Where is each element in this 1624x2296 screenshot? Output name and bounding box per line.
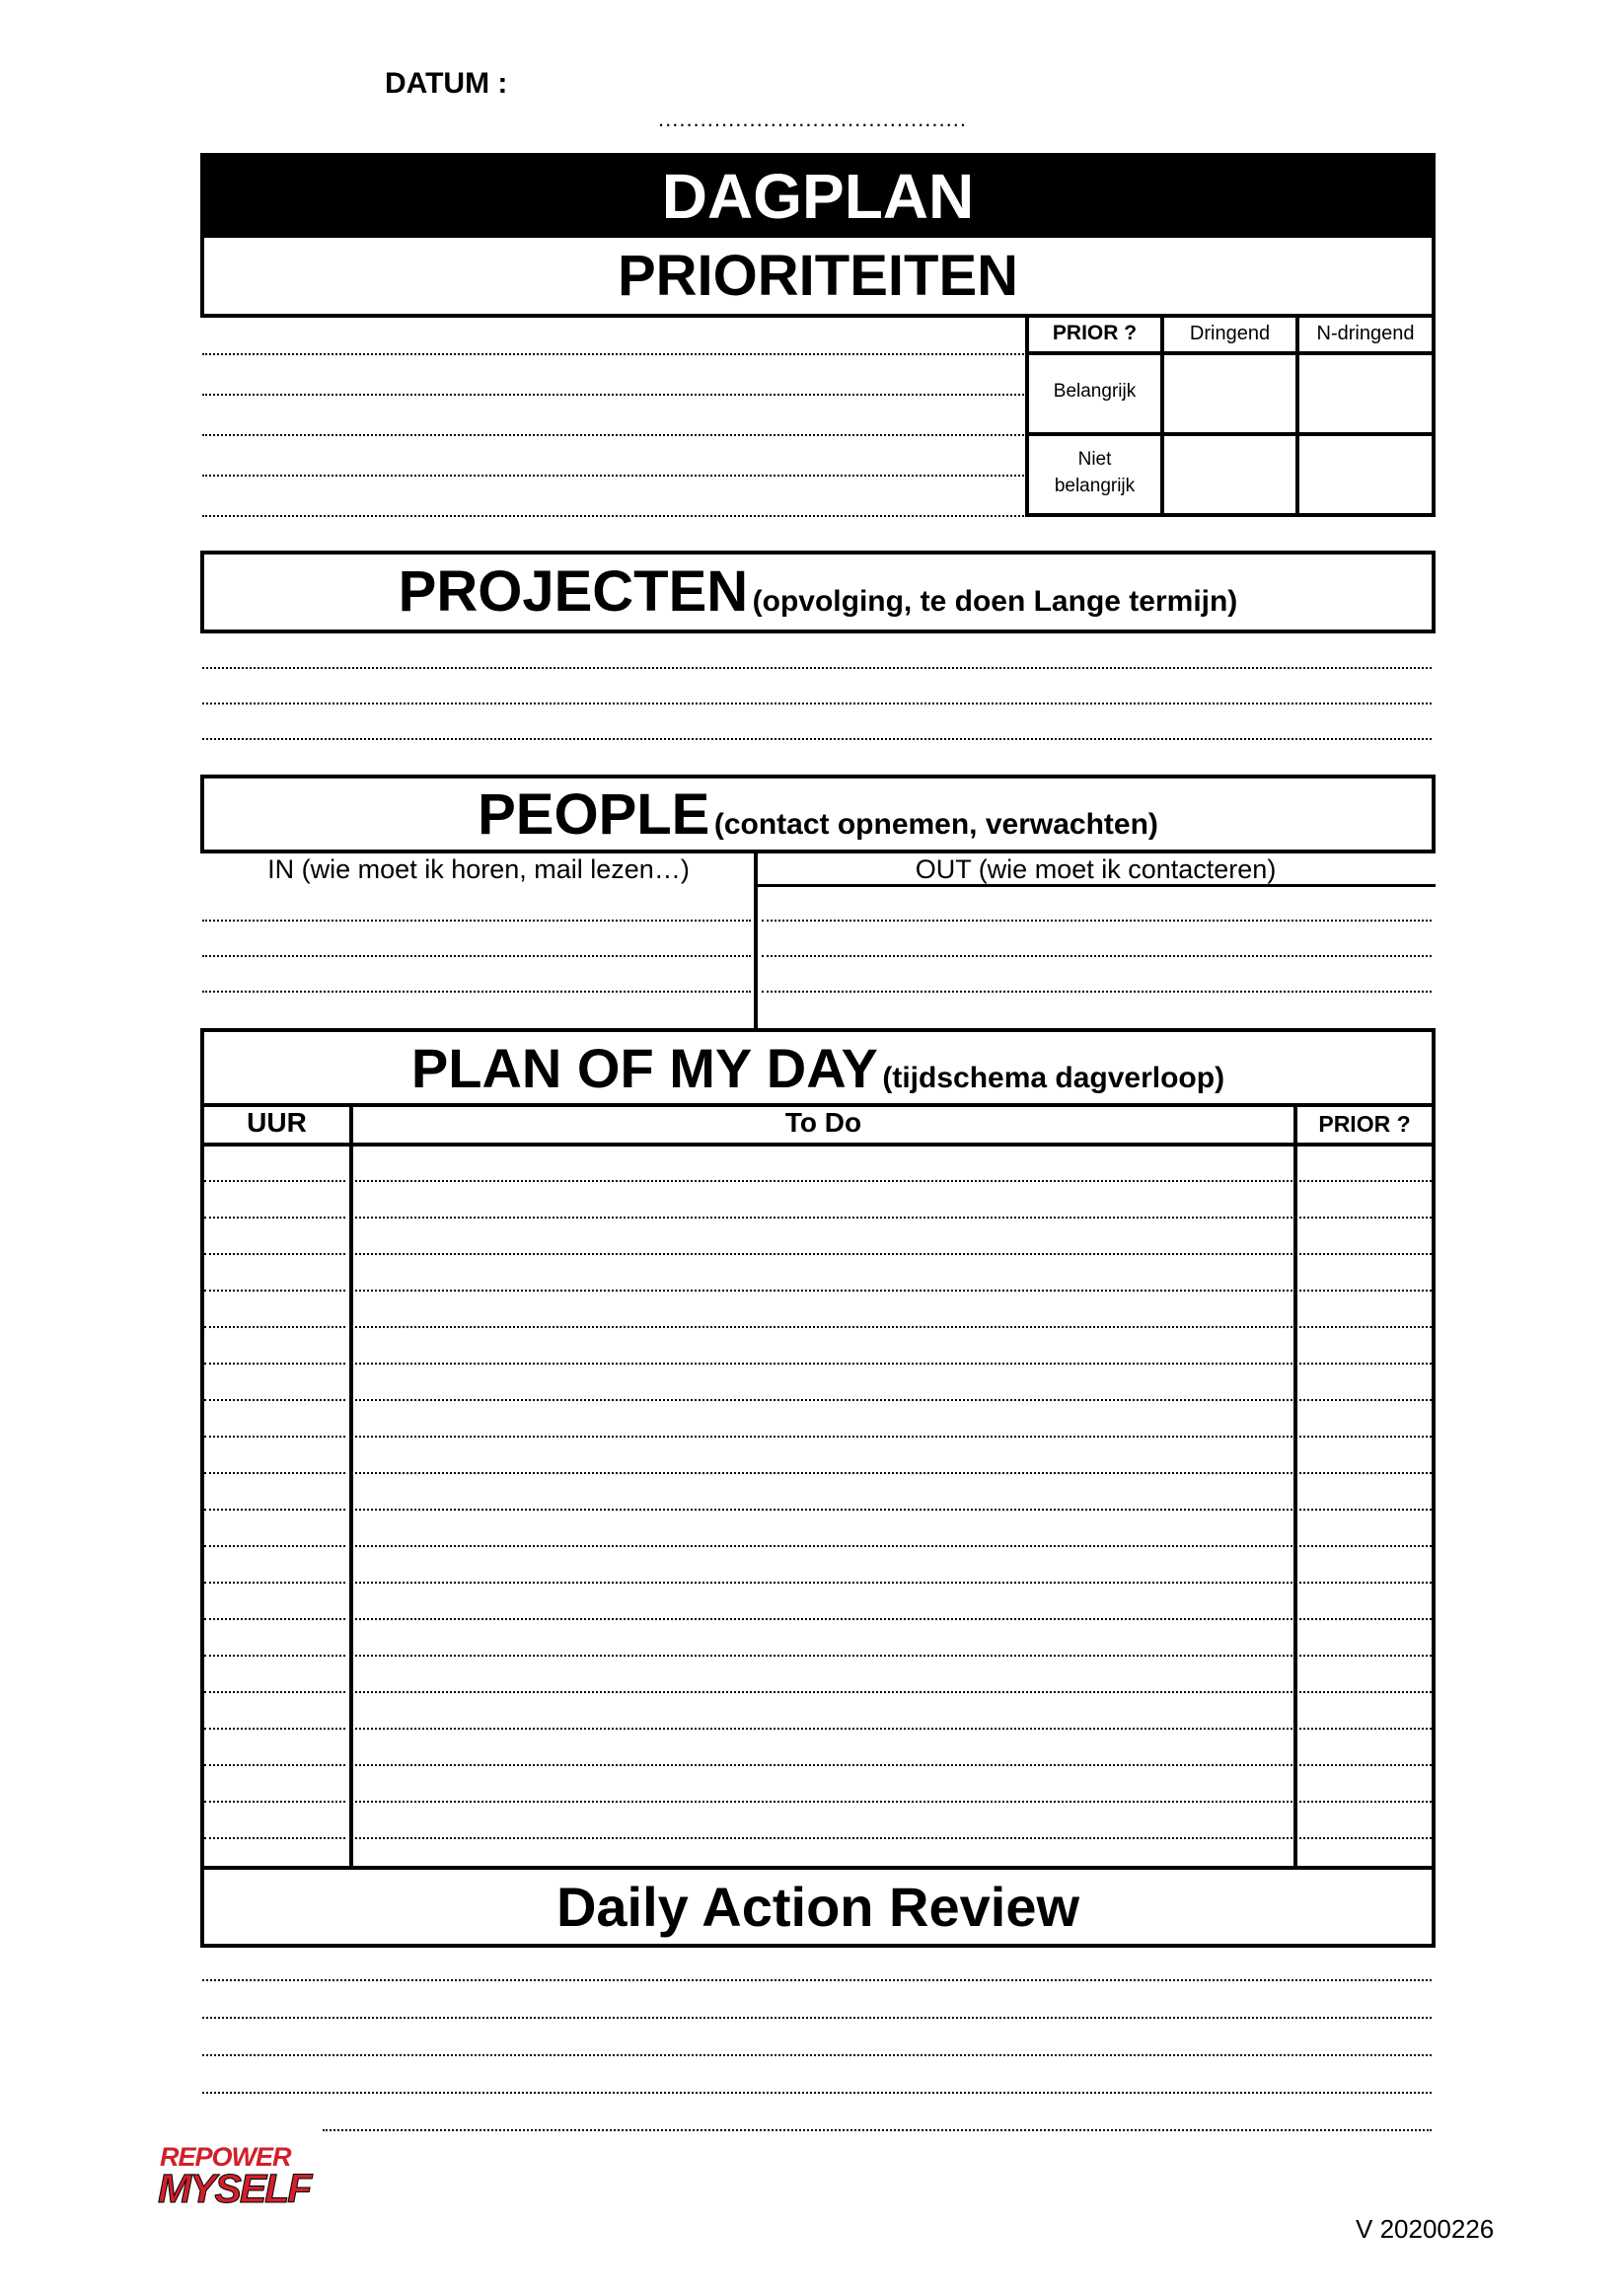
projects-subheading: (opvolging, te doen Lange termijn) bbox=[752, 585, 1238, 618]
matrix-col-not-urgent: N-dringend bbox=[1316, 323, 1415, 344]
column-hour: UUR bbox=[247, 1107, 307, 1138]
plan-header bbox=[204, 1032, 1432, 1103]
project-line[interactable] bbox=[202, 738, 1432, 740]
version-label: V 20200226 bbox=[1356, 2214, 1495, 2244]
logo-repower-text: REPOWER bbox=[160, 2142, 291, 2172]
priority-line[interactable] bbox=[202, 353, 1027, 355]
review-line[interactable] bbox=[202, 2092, 1432, 2094]
brand-logo bbox=[158, 2143, 316, 2212]
matrix-row-not-important: Niet belangrijk bbox=[1054, 449, 1136, 496]
people-out-label: OUT (wie moet ik contacteren) bbox=[915, 854, 1277, 884]
priority-line[interactable] bbox=[202, 475, 1027, 477]
plan-subheading: (tijdschema dagverloop) bbox=[882, 1062, 1225, 1094]
matrix-col-urgent: Dringend bbox=[1189, 323, 1271, 344]
people-out-line[interactable] bbox=[762, 991, 1432, 993]
matrix-cell-important-not-urgent[interactable] bbox=[1299, 355, 1432, 432]
matrix-cell-important-urgent[interactable] bbox=[1164, 355, 1295, 432]
date-field[interactable]: ............................................ bbox=[658, 107, 967, 131]
review-line[interactable] bbox=[323, 2129, 1432, 2131]
matrix-row-important: Belangrijk bbox=[1053, 381, 1137, 402]
people-in-line[interactable] bbox=[202, 920, 751, 922]
column-prior: PRIOR ? bbox=[1318, 1111, 1411, 1137]
review-line[interactable] bbox=[202, 2054, 1432, 2056]
priority-line[interactable] bbox=[202, 515, 1027, 517]
people-out-underline bbox=[758, 884, 1436, 887]
project-line[interactable] bbox=[202, 703, 1432, 704]
people-in-line[interactable] bbox=[202, 955, 751, 957]
plan-section bbox=[200, 1028, 1436, 1948]
plan-heading: PLAN OF MY DAY bbox=[410, 1037, 878, 1099]
people-divider bbox=[754, 852, 758, 1029]
matrix-corner-label: PRIOR ? bbox=[1052, 322, 1138, 344]
column-todo: To Do bbox=[784, 1107, 862, 1138]
review-heading: Daily Action Review bbox=[555, 1876, 1080, 1938]
priority-line[interactable] bbox=[202, 394, 1027, 396]
projects-heading: PROJECTEN bbox=[398, 559, 749, 624]
people-in-label: IN (wie moet ik horen, mail lezen…) bbox=[267, 854, 690, 884]
priority-line[interactable] bbox=[202, 434, 1027, 436]
matrix-cell-not-important-not-urgent[interactable] bbox=[1299, 436, 1432, 513]
people-in-line[interactable] bbox=[202, 991, 751, 993]
projects-header bbox=[200, 551, 1436, 633]
project-line[interactable] bbox=[202, 667, 1432, 669]
review-line[interactable] bbox=[202, 1979, 1432, 1981]
date-label: DATUM : bbox=[385, 67, 508, 100]
people-out-line[interactable] bbox=[762, 955, 1432, 957]
people-out-line[interactable] bbox=[762, 920, 1432, 922]
people-header bbox=[200, 775, 1436, 853]
review-line[interactable] bbox=[202, 2017, 1432, 2019]
matrix-cell-not-important-urgent[interactable] bbox=[1164, 436, 1295, 513]
people-subheading: (contact opnemen, verwachten) bbox=[713, 808, 1158, 841]
logo-myself-text: MYSELF bbox=[158, 2166, 311, 2211]
priorities-heading: PRIORITEITEN bbox=[200, 234, 1436, 318]
page-title: DAGPLAN bbox=[200, 153, 1436, 238]
people-heading: PEOPLE bbox=[478, 782, 710, 847]
